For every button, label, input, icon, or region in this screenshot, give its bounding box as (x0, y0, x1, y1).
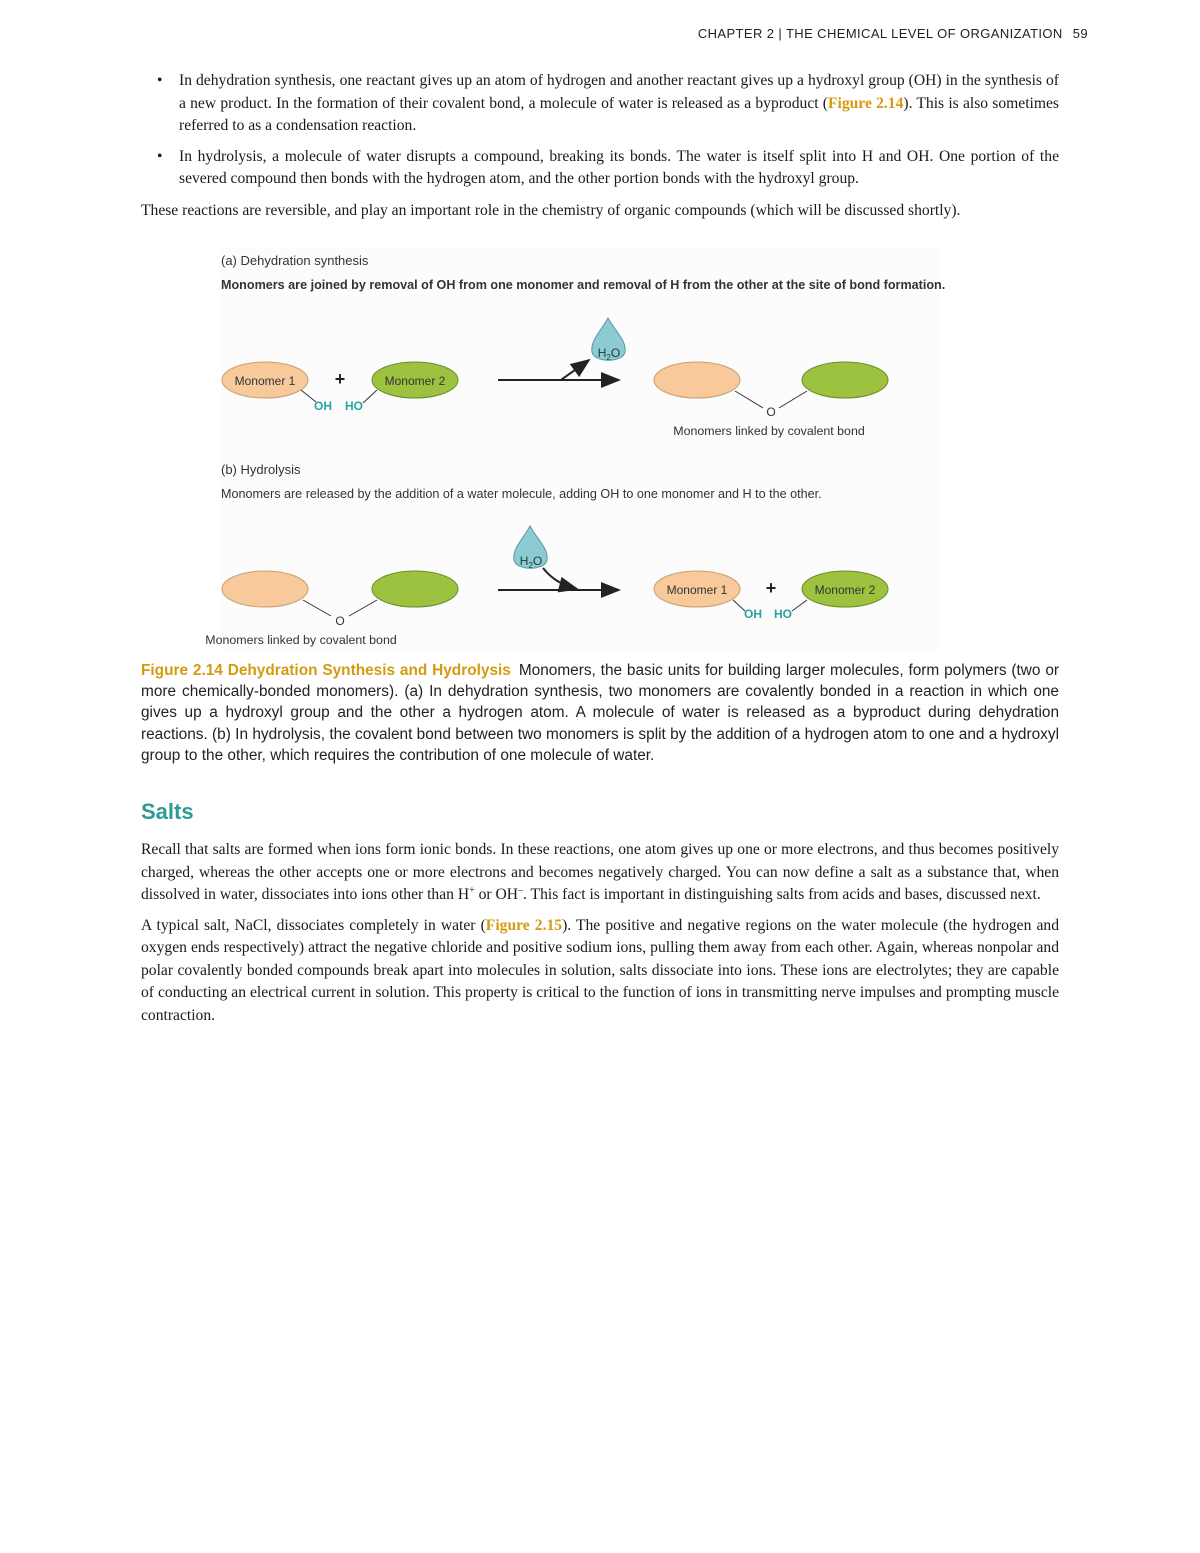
plus-sign: + (765, 578, 777, 598)
hydrogen-label: HO (774, 607, 792, 621)
monomer-2-label: Monomer 2 (814, 583, 876, 597)
section-heading-salts: Salts (141, 799, 194, 825)
paragraph-text: ). The positive and negative regions on the water molecule (the hydrogen and oxygen ends respectively) attract the negative chloride and positive sodium ions, pulling them away from each other. Again, whereas nonpolar and polar covalently bonded compounds break apart into molecules in solution, salts dissociate into ions. These ions are electrolytes; they are capable of conducting an electrical current in solution. This property is critical to the function of ions in transmitting nerve impulses and prompting muscle contraction. (141, 916, 1060, 1024)
running-header (698, 26, 1088, 41)
water-formula-h: H (597, 346, 607, 360)
part-b-title: (b) Hydrolysis (221, 462, 301, 477)
plus-sign: + (334, 369, 346, 389)
hydrogen-label: HO (345, 399, 363, 413)
figure-diagram (141, 234, 1059, 654)
figure-2-14-link[interactable]: Figure 2.14 (827, 94, 904, 112)
water-formula-o: O (532, 554, 543, 568)
paragraph-text: . This fact is important in distinguishing salts from acids and bases, discussed next. (523, 886, 1041, 904)
part-b-description: Monomers are released by the addition of a water molecule, adding OH to one monomer and H to the other. (221, 487, 822, 501)
figure-caption (141, 660, 1059, 766)
figure-2-14 (141, 234, 1059, 654)
figure-2-15-link[interactable]: Figure 2.15 (485, 916, 563, 934)
linked-monomers-label: Monomers linked by covalent bond (673, 424, 865, 438)
list-item-text: In dehydration synthesis, one reactant gives up an atom of hydrogen and another reactant gives up a hydroxyl group (OH) in the synthesis of a new product. In the formation of their covalent bond, a molecule of water is released as a byproduct ( (179, 72, 1059, 112)
list-item-hydrolysis (141, 146, 1059, 191)
paragraph-text: or OH (474, 886, 519, 904)
bullet-list (141, 70, 1059, 191)
paragraph-text: Recall that salts are formed when ions form ionic bonds. In these reactions, one atom gives up one or more electrons, and thus becomes positively charged, whereas the other accepts one or more electrons and becomes negatively charged. You can now define a salt as a substance that, when dissolved in water, dissociates into ions other than H (141, 841, 1059, 904)
part-a-description: Monomers are joined by removal of OH from one monomer and removal of H from the other at the site of bond formation. (221, 278, 946, 292)
monomer-2-label: Monomer 2 (384, 374, 446, 388)
oxygen-label: O (766, 405, 776, 419)
page-content (141, 70, 1059, 1035)
caption-title: Figure 2.14 Dehydration Synthesis and Hydrolysis (141, 662, 511, 679)
oxygen-label: O (335, 614, 345, 628)
water-formula-o: O (610, 346, 621, 360)
list-item-text: In hydrolysis, a molecule of water disrupts a compound, breaking its bonds. The water is itself split into H and OH. One portion of the severed compound then bonds with the hydrogen atom, and the other portion bonds with the hydroxyl group. (179, 147, 1059, 187)
monomer-1-ellipse (654, 362, 740, 398)
caption-text: Monomers, the basic units for building larger molecules, form polymers (two or more chemically-bonded monomers). (a) In dehydration synthesis, two monomers are covalently bonded in a reaction in which one gives up a hydroxyl group and the other a hydrogen atom. A molecule of water is released as a byproduct during dehydration reactions. (b) In hydrolysis, the covalent bond between two monomers is split by the addition of a hydrogen atom to one and a hydroxyl group to the other, which requires the contribution of one molecule of water. (141, 662, 1060, 764)
paragraph-text: A typical salt, NaCl, dissociates completely in water ( (141, 916, 486, 934)
list-item-text: ). This is also sometimes referred to as a condensation reaction. (179, 94, 1059, 134)
superscript-minus: – (518, 884, 524, 896)
page-number: 59 (1072, 26, 1088, 41)
hydroxyl-group-label: OH (314, 399, 332, 413)
water-formula-h: H (519, 554, 529, 568)
paragraph-salts-definition (141, 839, 1059, 907)
monomer-2-ellipse (372, 571, 458, 607)
chapter-title: CHAPTER 2 | THE CHEMICAL LEVEL OF ORGANIZATION (697, 26, 1063, 41)
water-formula-subscript: 2 (528, 561, 533, 570)
list-item-dehydration (141, 70, 1059, 138)
monomer-2-ellipse (802, 362, 888, 398)
monomer-1-ellipse (222, 571, 308, 607)
superscript-plus: + (469, 884, 475, 896)
part-a-title: (a) Dehydration synthesis (221, 253, 369, 268)
monomer-1-label: Monomer 1 (666, 583, 728, 597)
paragraph-nacl (141, 915, 1059, 1028)
water-formula-subscript: 2 (606, 353, 611, 362)
hydroxyl-group-label: OH (744, 607, 762, 621)
bullet-icon: • (157, 72, 163, 89)
bullet-icon: • (157, 147, 163, 165)
paragraph-reactions: These reactions are reversible, and play an important role in the chemistry of organic compounds (which will be discussed shortly). (141, 201, 961, 219)
linked-monomers-label: Monomers linked by covalent bond (205, 633, 397, 647)
monomer-1-label: Monomer 1 (234, 374, 296, 388)
